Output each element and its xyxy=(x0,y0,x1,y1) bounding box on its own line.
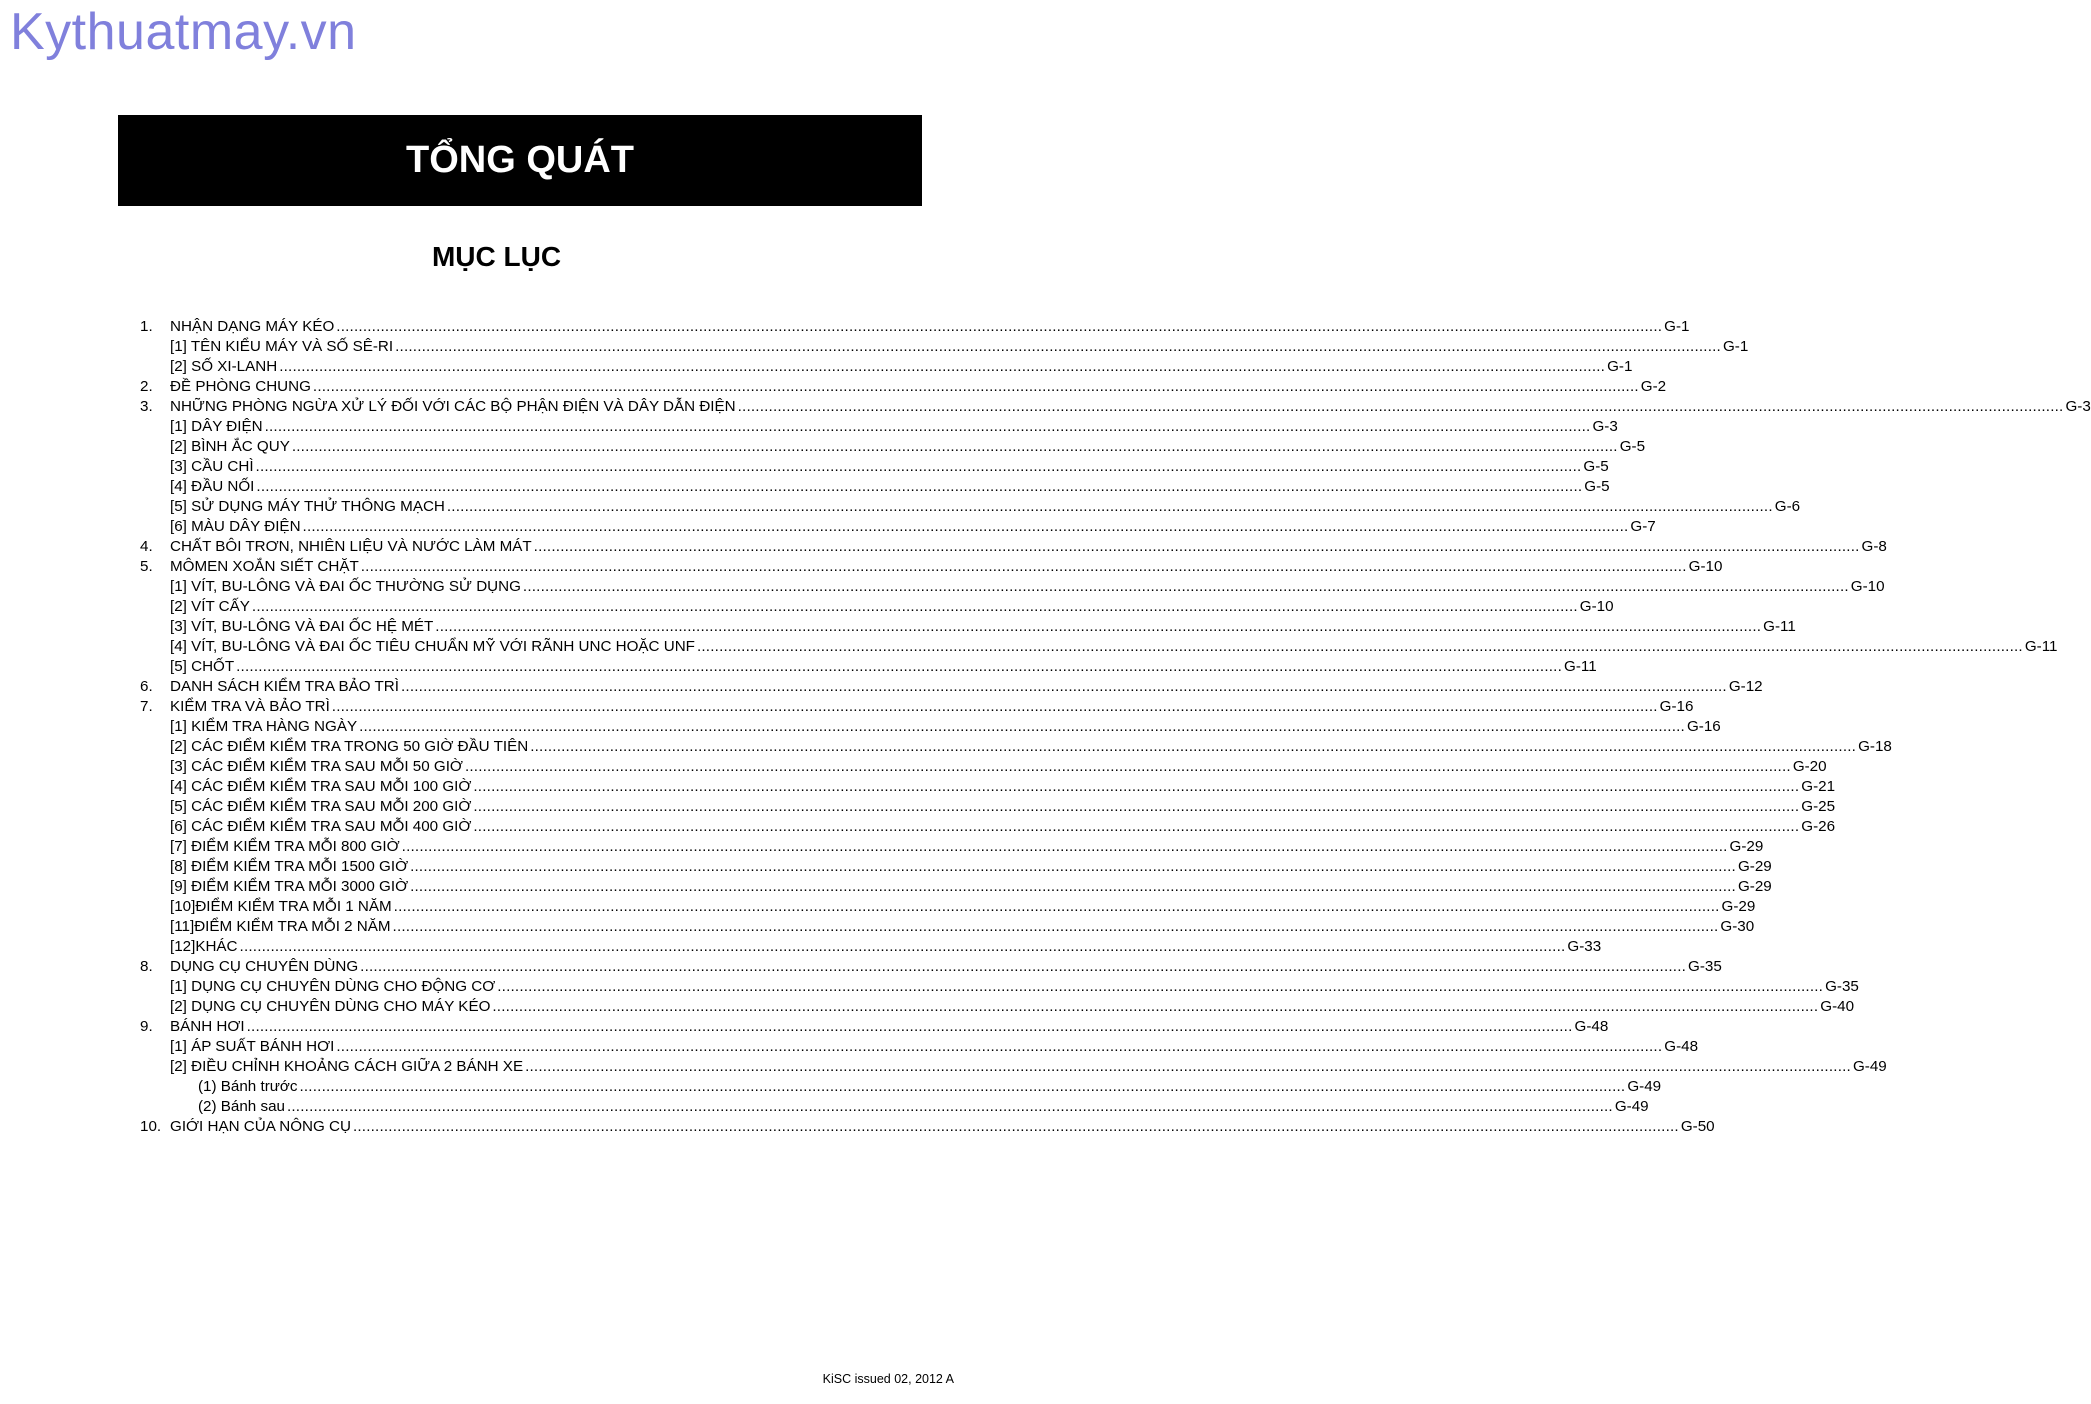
toc-entry[interactable] xyxy=(140,497,1801,517)
toc-entry-title: [5] SỬ DỤNG MÁY THỬ THÔNG MẠCH xyxy=(170,498,445,515)
toc-entry-number: 9. xyxy=(140,1018,153,1035)
toc-dot-leader: ............................................................................................................................................................................................................................................................................................................ xyxy=(360,558,1687,575)
toc-entry[interactable] xyxy=(140,617,1796,637)
toc-entry-line xyxy=(198,1097,1649,1117)
toc-entry-title: ĐỀ PHÒNG CHUNG xyxy=(170,378,311,395)
toc-dot-leader: ............................................................................................................................................................................................................................................................................................................ xyxy=(473,778,1800,795)
toc-dot-leader: ............................................................................................................................................................................................................................................................................................................ xyxy=(401,838,1728,855)
toc-entry[interactable] xyxy=(140,857,1772,877)
toc-entry-title: DANH SÁCH KIỂM TRA BẢO TRÌ xyxy=(170,678,399,695)
toc-entry-line xyxy=(170,857,1772,877)
toc-entry[interactable] xyxy=(140,737,1892,757)
toc-dot-leader: ............................................................................................................................................................................................................................................................................................................ xyxy=(236,658,1563,675)
toc-entry-page: G-33 xyxy=(1567,938,1602,955)
toc-entry[interactable] xyxy=(140,757,1827,777)
toc-entry-line xyxy=(170,817,1836,837)
toc-entry-line xyxy=(170,337,1749,357)
toc-entry-page: G-5 xyxy=(1583,458,1609,475)
toc-entry-title: [5] CHỐT xyxy=(170,658,235,675)
toc-entry-line xyxy=(170,917,1755,937)
toc-entry-page: G-12 xyxy=(1728,678,1763,695)
toc-entry[interactable] xyxy=(140,1017,1609,1037)
toc-dot-leader: ............................................................................................................................................................................................................................................................................................................ xyxy=(464,758,1791,775)
toc-entry-line xyxy=(170,457,1609,477)
toc-dot-leader: ............................................................................................................................................................................................................................................................................................................ xyxy=(522,578,1849,595)
toc-entry[interactable] xyxy=(140,677,1763,697)
toc-entry-number: 3. xyxy=(140,398,153,415)
toc-dot-leader: ............................................................................................................................................................................................................................................................................................................ xyxy=(497,978,1824,995)
toc-dot-leader: ............................................................................................................................................................................................................................................................................................................ xyxy=(400,678,1727,695)
toc-entry-page: G-29 xyxy=(1721,898,1756,915)
toc-entry-title: GIỚI HẠN CỦA NÔNG CỤ xyxy=(170,1118,351,1135)
toc-entry-title: (2) Bánh sau xyxy=(198,1098,285,1115)
toc-dot-leader: ............................................................................................................................................................................................................................................................................................................ xyxy=(473,818,1800,835)
toc-entry-number: 6. xyxy=(140,678,153,695)
toc-dot-leader: ............................................................................................................................................................................................................................................................................................................ xyxy=(256,478,1583,495)
toc-entry-page: G-16 xyxy=(1659,698,1694,715)
toc-dot-leader: ............................................................................................................................................................................................................................................................................................................ xyxy=(492,998,1819,1015)
toc-entry-page: G-5 xyxy=(1584,478,1610,495)
toc-entry[interactable] xyxy=(140,457,1609,477)
toc-entry-line xyxy=(170,777,1836,797)
toc-dot-leader: ............................................................................................................................................................................................................................................................................................................ xyxy=(336,318,1663,335)
toc-entry-page: G-35 xyxy=(1825,978,1859,995)
toc-dot-leader: ............................................................................................................................................................................................................................................................................................................ xyxy=(302,518,1629,535)
toc-dot-leader: ............................................................................................................................................................................................................................................................................................................ xyxy=(279,358,1606,375)
toc-entry-line xyxy=(170,797,1836,817)
toc-entry-line xyxy=(170,637,2058,657)
toc-entry-page: G-21 xyxy=(1801,778,1836,795)
toc-dot-leader: ............................................................................................................................................................................................................................................................................................................ xyxy=(435,618,1762,635)
toc-dot-leader: ............................................................................................................................................................................................................................................................................................................ xyxy=(395,338,1721,355)
toc-entry-line xyxy=(170,657,1597,677)
toc-entry-line xyxy=(170,977,1859,997)
toc-entry-title: MÔMEN XOẮN SIẾT CHẶT xyxy=(170,558,359,575)
toc-entry-line xyxy=(170,577,1885,597)
toc-entry-line xyxy=(170,837,1764,857)
toc-dot-leader: ............................................................................................................................................................................................................................................................................................................ xyxy=(246,1018,1573,1035)
toc-entry-title: [9] ĐIỂM KIỂM TRA MỖI 3000 GIỜ xyxy=(170,878,409,895)
toc-entry-title: [1] VÍT, BU-LÔNG VÀ ĐAI ỐC THƯỜNG SỬ DỤNG xyxy=(170,578,521,595)
toc-entry-line xyxy=(170,537,1887,557)
chapter-title: TỔNG QUÁT xyxy=(406,139,634,181)
watermark-logo: Kythuatmay.vn xyxy=(10,3,357,61)
toc-entry-title: [1] DÂY ĐIỆN xyxy=(170,418,263,435)
toc-entry[interactable] xyxy=(140,437,1646,457)
toc-entry-page: G-10 xyxy=(1688,558,1723,575)
toc-entry[interactable] xyxy=(140,657,1597,677)
toc-entry[interactable] xyxy=(140,1117,1715,1137)
toc-entry-line xyxy=(170,1117,1715,1137)
toc-entry-line xyxy=(170,717,1721,737)
toc-entry-line xyxy=(170,397,2091,417)
toc-entry-page: G-1 xyxy=(1664,318,1690,335)
toc-dot-leader: ............................................................................................................................................................................................................................................................................................................ xyxy=(533,538,1860,555)
toc-dot-leader: ............................................................................................................................................................................................................................................................................................................ xyxy=(360,958,1687,975)
toc-entry-page: G-35 xyxy=(1688,958,1722,975)
toc-entry-title: KIỂM TRA VÀ BẢO TRÌ xyxy=(170,698,330,715)
toc-entry-title: [4] CÁC ĐIỂM KIỂM TRA SAU MỖI 100 GIỜ xyxy=(170,778,472,795)
toc-entry-line xyxy=(170,677,1763,697)
toc-entry[interactable] xyxy=(140,917,1755,937)
toc-entry[interactable] xyxy=(140,717,1721,737)
toc-entry[interactable] xyxy=(140,1057,1887,1077)
toc-entry-page: G-5 xyxy=(1619,438,1646,455)
toc-entry-line xyxy=(170,737,1892,757)
toc-entry[interactable] xyxy=(140,897,1756,917)
toc-entry[interactable] xyxy=(140,877,1772,897)
toc-entry-title: [6] MÀU DÂY ĐIỆN xyxy=(170,518,301,535)
toc-entry-title: [11]ĐIỂM KIỂM TRA MỖI 2 NĂM xyxy=(170,918,391,935)
toc-entry-title: [8] ĐIỂM KIỂM TRA MỖI 1500 GIỜ xyxy=(170,858,409,875)
toc-entry-line xyxy=(170,517,1656,537)
toc-entry-title: [1] TÊN KIỂU MÁY VÀ SỐ SÊ-RI xyxy=(170,338,394,355)
toc-entry-title: [2] ĐIỀU CHỈNH KHOẢNG CÁCH GIỮA 2 BÁNH XE xyxy=(170,1058,524,1075)
toc-entry-page: G-48 xyxy=(1574,1018,1609,1035)
toc-entry-page: G-11 xyxy=(1763,618,1796,635)
toc-entry-title: [1] ÁP SUẤT BÁNH HƠI xyxy=(170,1038,335,1055)
toc-entry-page: G-20 xyxy=(1792,758,1827,775)
toc-entry-title: [2] VÍT CẤY xyxy=(170,598,250,615)
toc-entry-title: [3] CẦU CHÌ xyxy=(170,458,254,475)
toc-entry-line xyxy=(170,317,1690,337)
toc-entry[interactable] xyxy=(140,637,2058,657)
toc-entry-page: G-50 xyxy=(1680,1118,1715,1135)
toc-entry-title: [2] BÌNH ẮC QUY xyxy=(170,438,290,455)
toc-entry-line xyxy=(170,437,1646,457)
toc-dot-leader: ............................................................................................................................................................................................................................................................................................................ xyxy=(392,918,1719,935)
toc-dot-leader: ............................................................................................................................................................................................................................................................................................................ xyxy=(336,1038,1663,1055)
toc-dot-leader: ............................................................................................................................................................................................................................................................................................................ xyxy=(331,698,1658,715)
toc-entry-number: 7. xyxy=(140,698,153,715)
toc-entry[interactable] xyxy=(140,537,1887,557)
toc-entry-number: 10. xyxy=(140,1118,162,1135)
toc-dot-leader: ............................................................................................................................................................................................................................................................................................................ xyxy=(251,598,1578,615)
toc-entry-page: G-1 xyxy=(1722,338,1749,355)
toc-entry[interactable] xyxy=(140,777,1836,797)
toc-entry[interactable] xyxy=(140,317,1690,337)
toc-dot-leader: ............................................................................................................................................................................................................................................................................................................ xyxy=(530,738,1857,755)
toc-entry[interactable] xyxy=(140,397,2091,417)
toc-entry-line xyxy=(170,477,1610,497)
toc-entry-title: [6] CÁC ĐIỂM KIỂM TRA SAU MỖI 400 GIỜ xyxy=(170,818,472,835)
toc-entry[interactable] xyxy=(140,1077,1662,1097)
toc-entry-number: 2. xyxy=(140,378,153,395)
toc-entry-page: G-49 xyxy=(1852,1058,1887,1075)
toc-entry-title: [4] ĐẦU NỐI xyxy=(170,478,255,495)
toc-entry-title: (1) Bánh trước xyxy=(198,1078,298,1095)
toc-entry-title: [2] DỤNG CỤ CHUYÊN DÙNG CHO MÁY KÉO xyxy=(170,998,491,1015)
toc-dot-leader: ............................................................................................................................................................................................................................................................................................................ xyxy=(393,898,1720,915)
toc-entry-page: G-7 xyxy=(1630,518,1656,535)
toc-entry-page: G-25 xyxy=(1801,798,1836,815)
toc-dot-leader: ............................................................................................................................................................................................................................................................................................................ xyxy=(239,938,1566,955)
toc-entry-page: G-3 xyxy=(1592,418,1618,435)
toc-entry-title: [4] VÍT, BU-LÔNG VÀ ĐAI ỐC TIÊU CHUẨN MỸ VỚI RÃNH UNC HOẶC UNF xyxy=(170,638,695,655)
toc-entry-page: G-48 xyxy=(1664,1038,1699,1055)
toc-entry-page: G-29 xyxy=(1729,838,1764,855)
toc-dot-leader: ............................................................................................................................................................................................................................................................................................................ xyxy=(291,438,1618,455)
toc-dot-leader: ............................................................................................................................................................................................................................................................................................................ xyxy=(446,498,1773,515)
toc-dot-leader: ............................................................................................................................................................................................................................................................................................................ xyxy=(473,798,1800,815)
toc-entry[interactable] xyxy=(140,417,1618,437)
toc-entry-page: G-18 xyxy=(1858,738,1892,755)
toc-entry-page: G-40 xyxy=(1820,998,1855,1015)
toc-entry-title: [2] SỐ XI-LANH xyxy=(170,358,278,375)
toc-heading: MỤC LỤC xyxy=(431,241,562,272)
toc-entry-title: [2] CÁC ĐIỂM KIỂM TRA TRONG 50 GIỜ ĐẦU TIÊN xyxy=(170,738,529,755)
toc-entry[interactable] xyxy=(140,1037,1699,1057)
toc-entry-line xyxy=(170,877,1772,897)
toc-entry-page: G-2 xyxy=(1640,378,1667,395)
toc-entry-title: NHẬN DẠNG MÁY KÉO xyxy=(170,318,335,335)
toc-entry[interactable] xyxy=(140,517,1656,537)
toc-entry-line xyxy=(170,617,1796,637)
toc-entry-page: G-11 xyxy=(1564,658,1597,675)
toc-dot-leader: ............................................................................................................................................................................................................................................................................................................ xyxy=(286,1098,1613,1115)
toc-entry[interactable] xyxy=(140,597,1614,617)
toc-entry-line xyxy=(170,597,1614,617)
toc-dot-leader: ............................................................................................................................................................................................................................................................................................................ xyxy=(352,1118,1679,1135)
toc-dot-leader: ............................................................................................................................................................................................................................................................................................................ xyxy=(525,1058,1851,1075)
toc-entry[interactable] xyxy=(140,377,1667,397)
toc-entry-title: [1] DỤNG CỤ CHUYÊN DÙNG CHO ĐỘNG CƠ xyxy=(170,978,496,995)
toc-entry[interactable] xyxy=(140,337,1749,357)
toc-entry-page: G-26 xyxy=(1801,818,1836,835)
toc-entry-line xyxy=(170,1017,1609,1037)
toc-entry-title: CHẤT BÔI TRƠN, NHIÊN LIỆU VÀ NƯỚC LÀM MÁT xyxy=(170,538,532,555)
toc-entry-title: [12]KHÁC xyxy=(170,938,238,955)
toc-entry-page: G-16 xyxy=(1686,718,1721,735)
toc-entry-title: [3] VÍT, BU-LÔNG VÀ ĐAI ỐC HỆ MÉT xyxy=(170,618,434,635)
toc-entry[interactable] xyxy=(140,837,1764,857)
toc-entry[interactable] xyxy=(140,797,1836,817)
toc-entry-line xyxy=(170,377,1667,397)
table-of-contents xyxy=(140,317,2091,1137)
toc-entry-line xyxy=(170,697,1694,717)
toc-entry[interactable] xyxy=(140,977,1859,997)
toc-entry-line xyxy=(170,497,1801,517)
toc-entry-line xyxy=(170,757,1827,777)
toc-entry-title: NHỮNG PHÒNG NGỪA XỬ LÝ ĐỐI VỚI CÁC BỘ PHẬN ĐIỆN VÀ DÂY DẪN ĐIỆN xyxy=(170,398,736,415)
toc-entry-number: 4. xyxy=(140,538,153,555)
toc-entry-page: G-49 xyxy=(1614,1098,1649,1115)
toc-entry[interactable] xyxy=(140,817,1836,837)
toc-entry-page: G-6 xyxy=(1774,498,1801,515)
toc-dot-leader: ............................................................................................................................................................................................................................................................................................................ xyxy=(359,718,1685,735)
toc-dot-leader: ............................................................................................................................................................................................................................................................................................................ xyxy=(737,398,2064,415)
toc-entry-line xyxy=(198,1077,1662,1097)
toc-entry[interactable] xyxy=(140,577,1885,597)
footer-issue-note: KiSC issued 02, 2012 A xyxy=(822,1372,954,1386)
toc-entry-page: G-29 xyxy=(1737,858,1772,875)
toc-entry[interactable] xyxy=(140,357,1633,377)
toc-entry[interactable] xyxy=(140,477,1610,497)
toc-entry[interactable] xyxy=(140,937,1602,957)
toc-entry-line xyxy=(170,557,1723,577)
toc-entry-page: G-8 xyxy=(1861,538,1887,555)
toc-dot-leader: ............................................................................................................................................................................................................................................................................................................ xyxy=(264,418,1591,435)
toc-dot-leader: ............................................................................................................................................................................................................................................................................................................ xyxy=(696,638,2023,655)
toc-dot-leader: ............................................................................................................................................................................................................................................................................................................ xyxy=(410,878,1736,895)
toc-entry-page: G-11 xyxy=(2024,638,2058,655)
toc-dot-leader: ............................................................................................................................................................................................................................................................................................................ xyxy=(255,458,1582,475)
toc-entry-line xyxy=(170,957,1722,977)
toc-entry-title: DỤNG CỤ CHUYÊN DÙNG xyxy=(170,958,359,975)
toc-entry-line xyxy=(170,897,1756,917)
toc-entry-number: 8. xyxy=(140,958,153,975)
toc-entry-page: G-10 xyxy=(1579,598,1614,615)
toc-entry-line xyxy=(170,357,1633,377)
toc-entry-title: [7] ĐIỂM KIỂM TRA MỖI 800 GIỜ xyxy=(170,838,400,855)
toc-entry-page: G-10 xyxy=(1850,578,1885,595)
toc-entry-page: G-1 xyxy=(1607,358,1633,375)
toc-entry-page: G-29 xyxy=(1737,878,1772,895)
toc-entry-line xyxy=(170,1037,1699,1057)
toc-entry[interactable] xyxy=(140,697,1694,717)
toc-entry-page: G-30 xyxy=(1720,918,1755,935)
toc-dot-leader: ............................................................................................................................................................................................................................................................................................................ xyxy=(410,858,1736,875)
toc-entry-page: G-3 xyxy=(2065,398,2091,415)
toc-entry-line xyxy=(170,1057,1887,1077)
toc-entry-title: [1] KIỂM TRA HÀNG NGÀY xyxy=(170,718,358,735)
toc-dot-leader: ............................................................................................................................................................................................................................................................................................................ xyxy=(299,1078,1626,1095)
toc-entry-line xyxy=(170,997,1855,1017)
toc-entry-line xyxy=(170,937,1602,957)
toc-entry-title: [3] CÁC ĐIỂM KIỂM TRA SAU MỖI 50 GIỜ xyxy=(170,758,463,775)
toc-entry[interactable] xyxy=(140,997,1855,1017)
toc-entry-number: 1. xyxy=(140,318,153,335)
chapter-banner xyxy=(118,115,922,206)
toc-entry-title: [5] CÁC ĐIỂM KIỂM TRA SAU MỖI 200 GIỜ xyxy=(170,798,472,815)
toc-entry-title: [10]ĐIỂM KIỂM TRA MỖI 1 NĂM xyxy=(170,898,392,915)
toc-entry[interactable] xyxy=(140,957,1722,977)
toc-entry[interactable] xyxy=(140,1097,1649,1117)
toc-entry-line xyxy=(170,417,1618,437)
toc-entry[interactable] xyxy=(140,557,1723,577)
toc-entry-page: G-49 xyxy=(1627,1078,1662,1095)
toc-entry-number: 5. xyxy=(140,558,153,575)
toc-dot-leader: ............................................................................................................................................................................................................................................................................................................ xyxy=(312,378,1639,395)
toc-entry-title: BÁNH HƠI xyxy=(170,1018,245,1035)
